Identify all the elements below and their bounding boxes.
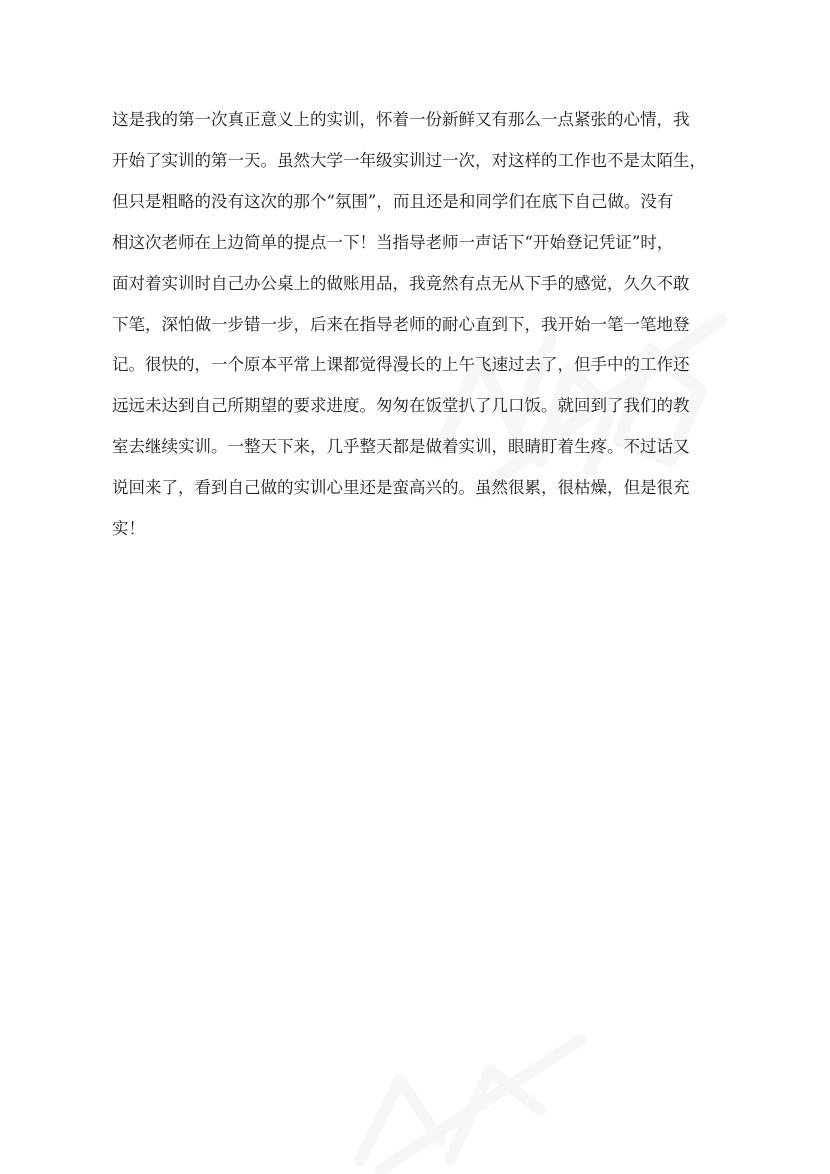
watermark-stamp-bottom	[340, 1010, 600, 1174]
text-line: 但只是粗略的没有这次的那个“氛围”，而且还是和同学们在底下自己做。没有	[112, 191, 674, 211]
text-line: 面对着实训时自己办公桌上的做账用品，我竟然有点无从下手的感觉，久久不敢	[112, 273, 690, 293]
body-paragraph	[112, 100, 732, 550]
text-line: 说回来了，看到自己做的实训心里还是蛮高兴的。虽然很累，很枯燥，但是很充	[112, 478, 690, 498]
text-line: 室去继续实训。一整天下来，几乎整天都是做着实训，眼睛盯着生疼。不过话又	[112, 437, 690, 457]
text-line: 实！	[112, 519, 145, 539]
text-line: 开始了实训的第一天。虽然大学一年级实训过一次，对这样的工作也不是太陌生，	[112, 150, 706, 170]
text-line: 记。很快的，一个原本平常上课都觉得漫长的上午飞速过去了，但手中的工作还	[112, 355, 690, 375]
text-line: 这是我的第一次真正意义上的实训，怀着一份新鲜又有那么一点紧张的心情，我	[112, 110, 690, 129]
text-line: 下笔，深怕做一步错一步，后来在指导老师的耐心直到下，我开始一笔一笔地登	[112, 314, 690, 334]
text-line: 相这次老师在上边简单的提点一下！当指导老师一声话下“开始登记凭证”时，	[112, 232, 674, 252]
text-line: 远远未达到自己所期望的要求进度。匆匆在饭堂扒了几口饭。就回到了我们的教	[112, 396, 690, 416]
